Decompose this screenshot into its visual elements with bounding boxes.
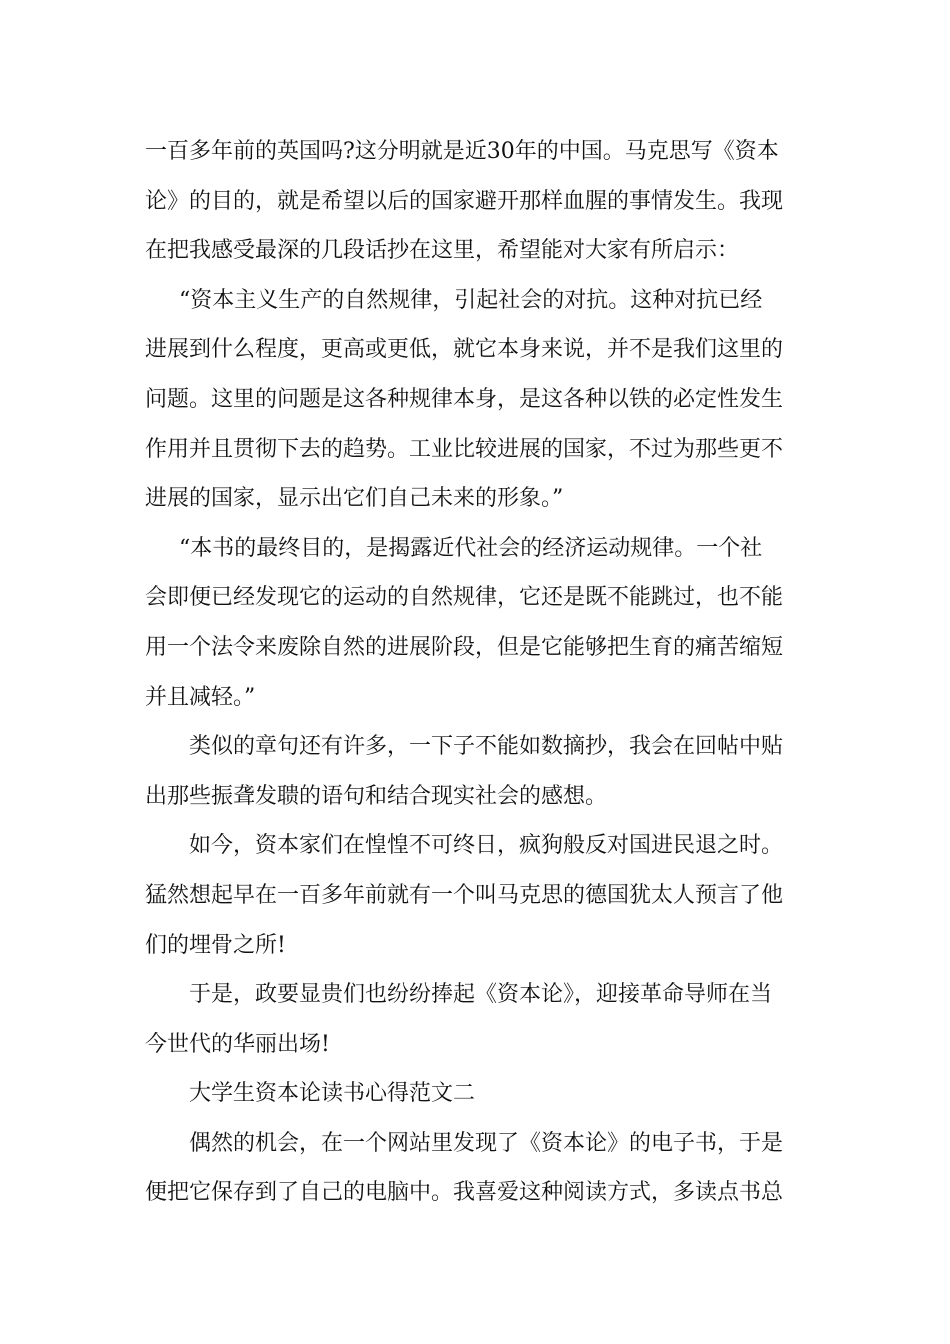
text-line: 论》的目的，就是希望以后的国家避开那样血腥的事情发生。我现 — [145, 188, 784, 214]
paragraph-line: 今世代的华丽出场! — [145, 1031, 330, 1057]
paragraph-line: 类似的章句还有许多，一下子不能如数摘抄，我会在回帖中贴 — [189, 734, 784, 760]
quote-line: 进展到什么程度，更高或更低，就它本身来说，并不是我们这里的 — [145, 337, 784, 363]
paragraph-line: 便把它保存到了自己的电脑中。我喜爱这种阅读方式，多读点书总 — [145, 1180, 784, 1206]
quote-line: “本书的最终目的，是揭露近代社会的经济运动规律。一个社 — [179, 535, 763, 561]
paragraph-line: 猛然想起早在一百多年前就有一个叫马克思的德国犹太人预言了他 — [145, 882, 784, 908]
paragraph-line: 如今，资本家们在惶惶不可终日，疯狗般反对国进民退之时。 — [189, 833, 784, 859]
quote-line: 用一个法令来废除自然的进展阶段，但是它能够把生育的痛苦缩短 — [145, 634, 784, 660]
text-line: 在把我感受最深的几段话抄在这里，希望能对大家有所启示： — [145, 238, 740, 264]
quote-line: 进展的国家，显示出它们自己未来的形象。” — [145, 486, 564, 512]
paragraph-line: 于是，政要显贵们也纷纷捧起《资本论》，迎接革命导师在当 — [189, 982, 773, 1008]
quote-line: 作用并且贯彻下去的趋势。工业比较进展的国家，不过为那些更不 — [145, 436, 784, 462]
paragraph-line: 们的埋骨之所! — [145, 932, 286, 958]
quote-line: “资本主义生产的自然规律，引起社会的对抗。这种对抗已经 — [179, 287, 763, 313]
quote-line: 问题。这里的问题是这各种规律本身，是这各种以铁的必定性发生 — [145, 386, 784, 412]
section-heading: 大学生资本论读书心得范文二 — [189, 1081, 476, 1107]
document-body — [145, 127, 810, 1218]
text-line: 一百多年前的英国吗?这分明就是近30年的中国。马克思写《资本 — [145, 139, 779, 164]
paragraph-line: 偶然的机会，在一个网站里发现了《资本论》的电子书，于是 — [189, 1130, 784, 1156]
quote-line: 并且减轻。” — [145, 684, 256, 710]
quote-line: 会即便已经发现它的运动的自然规律，它还是既不能跳过，也不能 — [145, 585, 784, 611]
paragraph-line: 出那些振聋发聩的语句和结合现实社会的感想。 — [145, 783, 608, 809]
